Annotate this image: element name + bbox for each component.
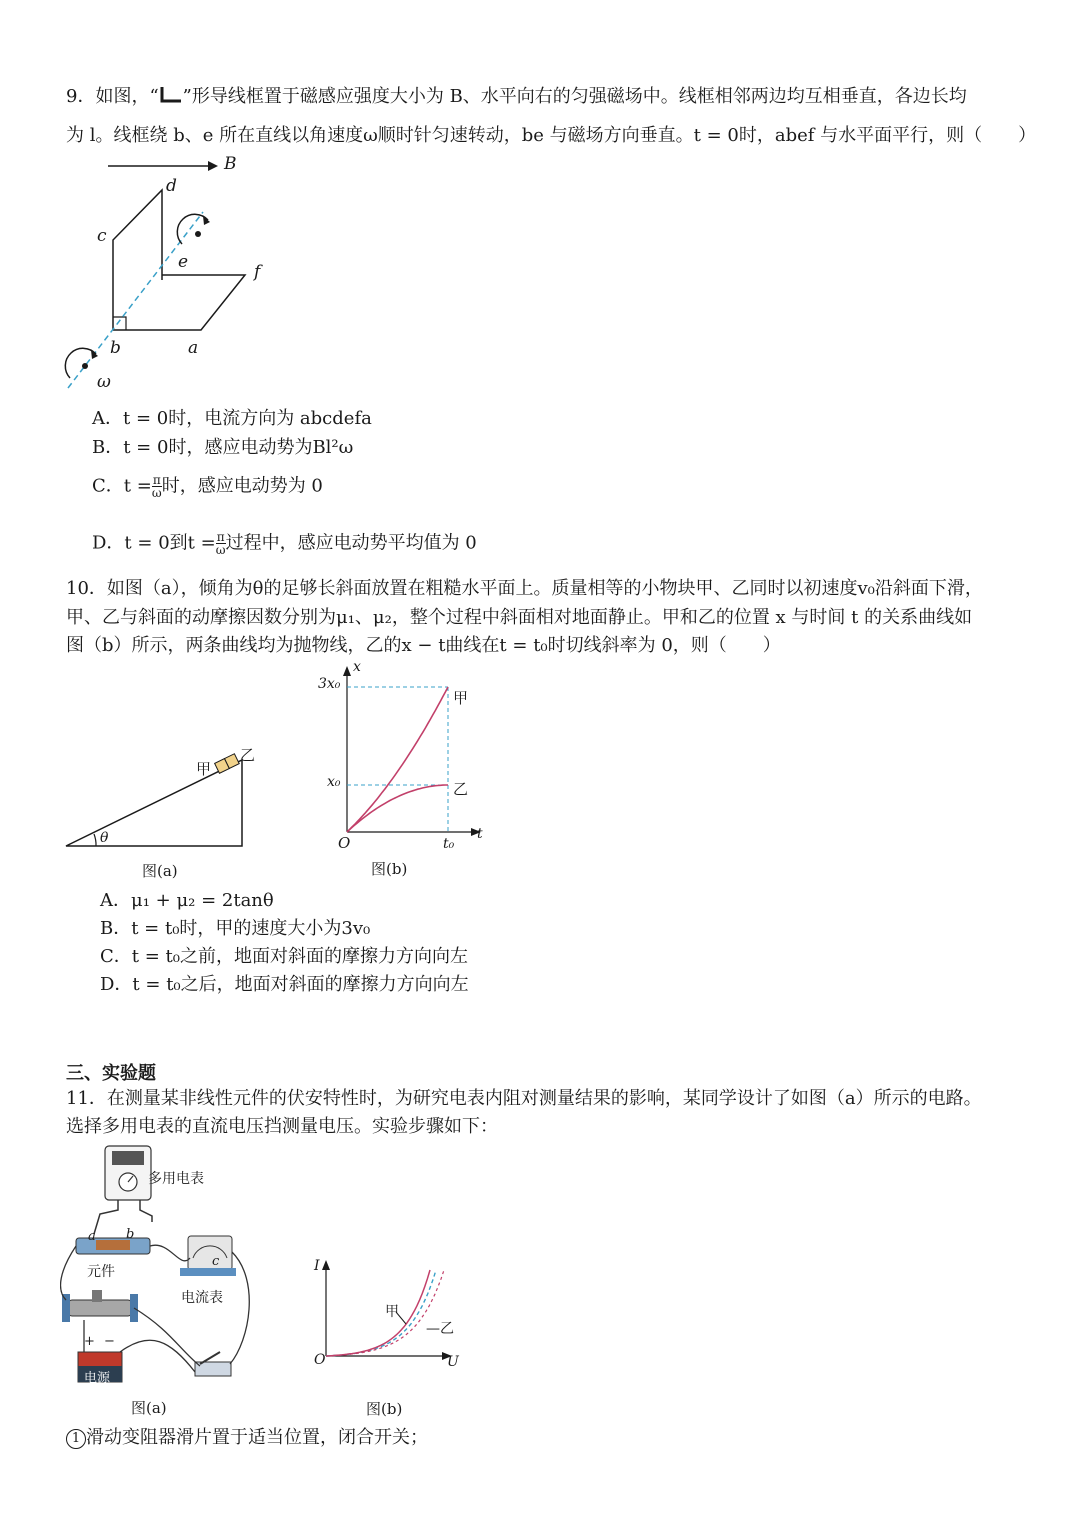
- curve-iu-yi: [326, 1270, 430, 1356]
- label-element: 元件: [87, 1264, 115, 1280]
- label-minus: −: [104, 1334, 115, 1349]
- probe-wire-a: [94, 1200, 118, 1234]
- label-jia-b: 甲: [453, 689, 469, 707]
- label-origin-b: O: [314, 1352, 326, 1368]
- ammeter-base: [180, 1268, 236, 1276]
- label-t-axis: t: [477, 826, 483, 842]
- wire-4: [134, 1308, 200, 1366]
- q10-option-d[interactable]: D．t = t₀之后，地面对斜面的摩擦力方向向左: [100, 974, 469, 995]
- rotation-axis: [68, 212, 203, 388]
- element-resistor: [96, 1240, 130, 1250]
- probe-wire-b: [140, 1200, 152, 1222]
- label-iu-yi: —乙: [426, 1321, 454, 1337]
- q9-stem-line1-a: 9．如图，“: [66, 86, 159, 107]
- label-b: b: [126, 1227, 135, 1242]
- q11-step1: [66, 1427, 428, 1449]
- label-multimeter: 多用电表: [148, 1171, 204, 1187]
- q10-option-c[interactable]: C．t = t₀之前，地面对斜面的摩擦力方向向左: [100, 946, 468, 967]
- rotation-dot-top: [195, 231, 201, 237]
- curve-iu-jia: [326, 1270, 436, 1356]
- rheostat-body: [68, 1300, 132, 1316]
- q10-stem-line1: 10．如图（a），倾角为θ的足够长斜面放置在粗糙水平面上。质量相等的小物块甲、乙同时以初速度v₀沿斜面下滑，: [66, 578, 983, 599]
- rheostat-slider: [92, 1290, 102, 1302]
- label-plus: +: [84, 1334, 95, 1349]
- blocks: [215, 754, 240, 774]
- rheostat-end-left: [62, 1294, 70, 1322]
- q11-stem-line1: 11．在测量某非线性元件的伏安特性时，为研究电表内阻对测量结果的影响，某同学设计了如图（a）所示的电路。: [66, 1088, 982, 1109]
- label-a: a: [88, 1229, 96, 1244]
- q9-stem-line2: 为 l。线框绕 b、e 所在直线以角速度ω顺时针匀速转动，be 与磁场方向垂直。t = 0时，abef 与水平面平行，则（ ）: [66, 125, 1037, 146]
- q9-option-d-post: 过程中，感应电动势平均值为 0: [225, 532, 477, 554]
- wire-5: [120, 1340, 195, 1372]
- q10-stem-line2: 甲、乙与斜面的动摩擦因数分别为μ₁、μ₂，整个过程中斜面相对地面静止。甲和乙的位置 x 与时间 t 的关系曲线如: [66, 607, 973, 628]
- i-axis-arrow: [322, 1260, 330, 1270]
- label-ammeter: 电流表: [181, 1290, 223, 1306]
- caption-fig-11b: 图(b): [366, 1400, 403, 1418]
- horizontal-frame: [113, 275, 245, 330]
- label-origin: O: [338, 834, 351, 852]
- label-jia-a: 甲: [196, 760, 212, 778]
- q9-option-c[interactable]: [92, 474, 323, 499]
- label-a: a: [188, 338, 199, 358]
- q11-stem-line2: 选择多用电表的直流电压挡测量电压。实验步骤如下：: [66, 1116, 498, 1137]
- l-shape-icon: [159, 86, 183, 104]
- incline-triangle: [66, 760, 242, 846]
- frac-num: π: [152, 473, 161, 487]
- wire-1: [61, 1246, 76, 1300]
- label-theta: θ: [100, 830, 109, 846]
- label-yi-a: 乙: [240, 746, 256, 764]
- q10-option-a[interactable]: A．μ₁ + μ₂ = 2tanθ: [100, 890, 274, 911]
- frac-num: π: [216, 530, 225, 544]
- label-t0: t₀: [443, 836, 455, 852]
- section-title: 三、实验题: [66, 1063, 156, 1084]
- label-I-axis: I: [314, 1258, 320, 1274]
- label-power: 电源: [84, 1371, 111, 1386]
- label-B: B: [224, 154, 237, 174]
- incline-figure: [60, 740, 270, 855]
- q10-stem-line3: 图（b）所示，两条曲线均为抛物线，乙的x − t曲线在t = t₀时切线斜率为 0，则（ ）: [66, 635, 781, 656]
- q10-option-b[interactable]: B．t = t₀时，甲的速度大小为3v₀: [100, 918, 371, 939]
- caption-fig-10a: 图(a): [142, 862, 178, 880]
- rotation-arrowhead-bottom: [91, 350, 98, 359]
- label-U-axis: U: [447, 1354, 459, 1370]
- b-field-arrowhead: [208, 161, 218, 171]
- label-f: f: [254, 262, 261, 282]
- ammeter-body: [188, 1236, 232, 1270]
- q9-option-d-pre: D．t = 0到t =: [92, 532, 216, 554]
- label-iu-jia: 甲: [385, 1304, 399, 1320]
- q11-step1-text: 滑动变阻器滑片置于适当位置，闭合开关；: [86, 1427, 428, 1448]
- rotation-dot-bottom: [82, 363, 88, 369]
- circled-number: 1: [66, 1429, 86, 1449]
- q9-option-c-post: 时，感应电动势为 0: [161, 475, 323, 497]
- q9-option-c-pre: C．t =: [92, 475, 152, 497]
- vertical-frame: [113, 190, 162, 330]
- fraction-pi-over-omega: [152, 474, 162, 499]
- frac-den: ω: [215, 543, 226, 557]
- label-x-axis: x: [353, 659, 361, 675]
- q9-stem-line1: [66, 86, 967, 108]
- label-e: e: [178, 252, 189, 272]
- label-b: b: [110, 338, 121, 358]
- frac-den: ω: [151, 486, 162, 500]
- rotation-arrowhead-top: [203, 216, 210, 225]
- label-c: c: [97, 226, 107, 246]
- q9-stem-line1-b: ”形导线框置于磁感应强度大小为 B、水平向右的匀强磁场中。线框相邻两边均互相垂直，各边长均: [182, 86, 967, 107]
- multimeter-display: [112, 1151, 144, 1165]
- y-axis-arrow: [343, 666, 351, 676]
- caption-fig-10b: 图(b): [371, 860, 408, 878]
- label-c: c: [212, 1254, 220, 1269]
- q9-option-d[interactable]: [92, 531, 477, 556]
- fraction-pi-over-omega: [216, 531, 226, 556]
- theta-arc: [94, 834, 96, 846]
- label-3x0: 3x₀: [318, 676, 341, 692]
- curve-yi: [347, 785, 448, 832]
- right-angle-mark: [113, 317, 126, 330]
- label-yi-b: 乙: [453, 780, 469, 798]
- wire-2: [150, 1245, 190, 1261]
- curve-jia: [347, 687, 448, 832]
- label-x0: x₀: [327, 774, 341, 790]
- q9-option-b[interactable]: B．t = 0时，感应电动势为Bl²ω: [92, 437, 354, 458]
- label-d: d: [166, 176, 177, 196]
- label-omega: ω: [97, 372, 111, 392]
- q9-option-a[interactable]: A．t = 0时，电流方向为 abcdefa: [92, 408, 372, 429]
- caption-fig-11a: 图(a): [131, 1399, 167, 1417]
